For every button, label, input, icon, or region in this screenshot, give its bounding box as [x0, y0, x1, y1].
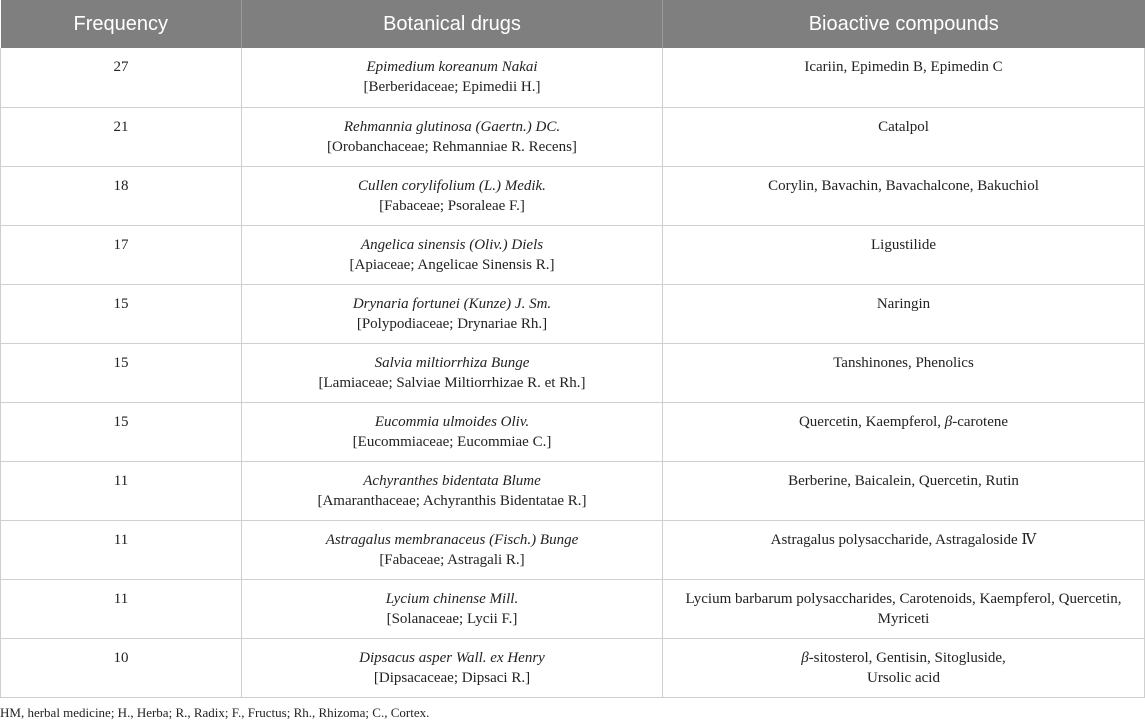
table-row	[1, 520, 1145, 579]
table-footnote: HM, herbal medicine; H., Herba; R., Radix; F., Fructus; Rh., Rhizoma; C., Cortex.	[0, 705, 430, 720]
compounds-cell: Catalpol	[663, 107, 1145, 166]
botanical-drug-cell	[242, 402, 663, 461]
frequency-cell: 21	[1, 107, 242, 166]
species-name: Epimedium koreanum Nakai	[366, 59, 538, 75]
family-name: [Fabaceae; Astragali R.]	[379, 551, 525, 568]
species-name: Salvia miltiorrhiza Bunge	[374, 354, 530, 371]
botanical-drug-cell	[242, 638, 663, 697]
family-name: [Amaranthaceae; Achyranthis Bidentatae R.]	[317, 492, 587, 509]
compounds-line: Myriceti	[877, 610, 930, 627]
botanical-drug-cell	[242, 284, 663, 343]
frequency-cell: 15	[1, 343, 242, 402]
compounds-cell	[663, 579, 1145, 638]
family-name: [Polypodiaceae; Drynariae Rh.]	[356, 315, 548, 332]
table-row	[1, 225, 1145, 284]
compounds-text: -carotene	[952, 413, 1009, 430]
compounds-cell: Berberine, Baicalein, Quercetin, Rutin	[663, 461, 1145, 520]
compounds-cell	[663, 638, 1145, 697]
botanical-drug-cell	[242, 461, 663, 520]
frequency-cell: 27	[1, 48, 242, 107]
family-name: [Fabaceae; Psoraleae F.]	[379, 197, 525, 214]
header-row	[1, 0, 1145, 48]
frequency-cell: 17	[1, 225, 242, 284]
beta-symbol: β	[801, 649, 809, 666]
family-name: [Berberidaceae; Epimedii H.]	[363, 79, 541, 95]
frequency-cell: 15	[1, 402, 242, 461]
compounds-text: Quercetin, Kaempferol,	[798, 413, 945, 430]
botanical-drug-cell	[242, 343, 663, 402]
table-row	[1, 48, 1145, 107]
compounds-cell: Ligustilide	[663, 225, 1145, 284]
botanical-drug-cell	[242, 107, 663, 166]
table-row	[1, 107, 1145, 166]
header-botanical-drugs: Botanical drugs	[242, 0, 663, 48]
table-row	[1, 343, 1145, 402]
table-row	[1, 284, 1145, 343]
species-name: Lycium chinense Mill.	[385, 590, 519, 607]
botanical-drug-cell	[242, 225, 663, 284]
family-name: [Dipsacaceae; Dipsaci R.]	[373, 669, 531, 686]
species-name: Cullen corylifolium (L.) Medik.	[358, 177, 546, 194]
compounds-cell: Icariin, Epimedin B, Epimedin C	[663, 48, 1145, 107]
family-name: [Lamiaceae; Salviae Miltiorrhizae R. et Rh.]	[318, 374, 586, 391]
beta-symbol: β	[944, 413, 953, 430]
botanical-drug-cell	[242, 166, 663, 225]
compounds-line: Lycium barbarum polysaccharides, Carotenoids, Kaempferol, Quercetin,	[685, 590, 1122, 607]
table-row	[1, 579, 1145, 638]
table-row	[1, 638, 1145, 697]
frequency-cell: 11	[1, 461, 242, 520]
species-name: Angelica sinensis (Oliv.) Diels	[360, 236, 544, 253]
botanical-drug-cell	[242, 579, 663, 638]
table-body	[1, 48, 1145, 697]
frequency-cell: 11	[1, 579, 242, 638]
table-row	[1, 166, 1145, 225]
header-bioactive-compounds: Bioactive compounds	[663, 0, 1145, 48]
frequency-cell: 18	[1, 166, 242, 225]
frequency-cell: 10	[1, 638, 242, 697]
botanical-drug-cell	[242, 520, 663, 579]
frequency-cell: 15	[1, 284, 242, 343]
species-name: Eucommia ulmoides Oliv.	[374, 413, 530, 430]
table-header	[1, 0, 1145, 48]
family-name: [Apiaceae; Angelicae Sinensis R.]	[349, 256, 555, 273]
botanical-drug-cell	[242, 48, 663, 107]
table-row	[1, 402, 1145, 461]
compounds-text: -sitosterol, Gentisin, Sitogluside,	[808, 649, 1006, 666]
compounds-cell: Tanshinones, Phenolics	[663, 343, 1145, 402]
family-name: [Orobanchaceae; Rehmanniae R. Recens]	[327, 138, 577, 155]
compounds-cell: Corylin, Bavachin, Bavachalcone, Bakuchiol	[663, 166, 1145, 225]
compounds-cell	[663, 402, 1145, 461]
frequency-cell: 11	[1, 520, 242, 579]
species-name: Dipsacus asper Wall. ex Henry	[359, 649, 545, 666]
table-row	[1, 461, 1145, 520]
header-frequency: Frequency	[1, 0, 242, 48]
compounds-line: Ursolic acid	[867, 669, 940, 686]
family-name: [Solanaceae; Lycii F.]	[386, 610, 518, 627]
species-name: Achyranthes bidentata Blume	[363, 472, 541, 489]
species-name: Rehmannia glutinosa (Gaertn.) DC.	[343, 118, 561, 135]
species-name: Drynaria fortunei (Kunze) J. Sm.	[352, 295, 552, 312]
compounds-cell: Astragalus polysaccharide, Astragaloside Ⅳ	[663, 520, 1145, 579]
family-name: [Eucommiaceae; Eucommiae C.]	[352, 433, 552, 450]
compounds-line	[669, 648, 1138, 668]
compounds-cell: Naringin	[663, 284, 1145, 343]
species-name: Astragalus membranaceus (Fisch.) Bunge	[325, 531, 579, 548]
